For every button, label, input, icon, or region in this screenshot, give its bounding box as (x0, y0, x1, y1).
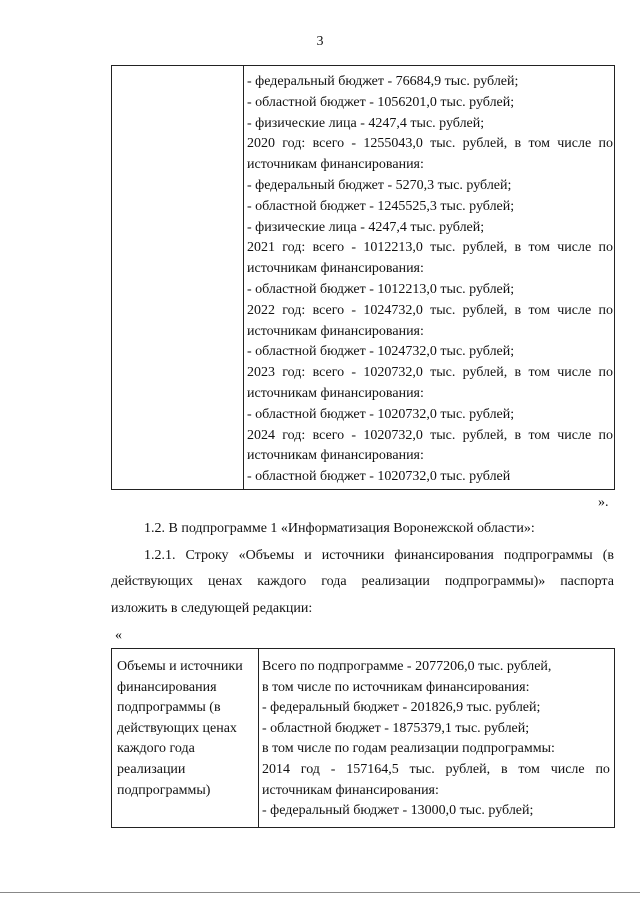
table-text-line-word: год: (282, 427, 306, 443)
table-text-line-word: всего (312, 365, 345, 381)
table-text-line-word: числе (550, 761, 585, 777)
paragraph-word: каждого (257, 574, 307, 589)
table-text-line-word: по (598, 302, 613, 318)
table-text-line: - областной бюджет - 1020732,0 тыс. рублей (247, 469, 511, 485)
table-text-line-word: том (528, 427, 550, 443)
table-text-line-word: всего (312, 240, 345, 256)
table-text-line-word: рублей, (462, 365, 508, 381)
table-right-cell (262, 657, 610, 822)
table-text-line: источникам финансирования: (247, 448, 424, 464)
table-text-line-word: тыс. (430, 136, 456, 152)
table-text-line-word: числе (557, 302, 592, 318)
table-text-line-word: 1020732,0 (363, 427, 423, 443)
paragraph-word: реализации (361, 574, 430, 589)
paragraph-word: финансирования (394, 548, 494, 563)
paragraph-word: 1.2.1. (144, 548, 176, 563)
paragraph-word: и (304, 548, 312, 563)
table-left-cell (112, 649, 259, 827)
table-text-line-word: рублей, (462, 240, 508, 256)
table-text-line-word: 2020 (247, 136, 275, 152)
table-text-line-word: по (598, 240, 613, 256)
paragraph-word: источники (321, 548, 385, 563)
table-text-line-word: по (598, 365, 613, 381)
table-label-line: Объемы и источники (117, 659, 243, 674)
table-text-line-word: 1255043,0 (363, 136, 423, 152)
table-text-line: источникам финансирования: (247, 385, 424, 401)
table-text-line: - физические лица - 4247,4 тыс. рублей; (247, 115, 485, 131)
table-text-line-word: - (330, 761, 336, 777)
table-text-line-word: рублей, (462, 302, 508, 318)
table-text-line-word: год: (282, 240, 306, 256)
table-text-line: - федеральный бюджет - 76684,9 тыс. рублей; (247, 74, 519, 89)
table-text-line-word: в (514, 136, 522, 152)
table-text-line-word: год: (282, 136, 306, 152)
table-text-line-word: в (514, 427, 522, 443)
paragraph-word: действующих (111, 574, 194, 589)
table-label-line: каждого года (117, 741, 195, 757)
table-text-line (262, 760, 610, 781)
paragraph-word: подпрограммы (503, 548, 593, 563)
table-right-cell (247, 72, 613, 488)
paragraph-word: года (321, 574, 347, 589)
table-text-line-word: 2021 (247, 240, 275, 256)
table-text-line-word: числе (557, 427, 592, 443)
paragraph-1-2-1-line1 (144, 546, 614, 566)
table-text-line-word: том (518, 761, 540, 777)
table-text-line: - федеральный бюджет - 5270,3 тыс. рублей; (247, 177, 512, 193)
table-text-line-word: том (528, 302, 550, 318)
table-text-line-word: - (351, 302, 357, 318)
table-text-line-word: 157164,5 (346, 761, 399, 777)
table-text-line-word: год: (282, 365, 306, 381)
table-text-line-word: тыс. (409, 761, 435, 777)
table-text-line-word: 2022 (247, 302, 275, 318)
opening-quote: « (115, 628, 122, 643)
table-text-line: - федеральный бюджет - 13000,0 тыс. рублей; (262, 803, 534, 819)
table-text-line-word: том (528, 136, 550, 152)
table-text-line-word: - (351, 427, 357, 443)
table-text-line-word: 2024 (247, 427, 275, 443)
table-text-line: - областной бюджет - 1024732,0 тыс. рублей; (247, 344, 515, 360)
table-text-line: источникам финансирования: (262, 782, 439, 798)
closing-quote: ». (598, 495, 609, 510)
table-text-line: Всего по подпрограмме - 2077206,0 тыс. рублей, (262, 659, 552, 674)
paragraph-word: подпрограммы)» (444, 574, 546, 589)
table-text-line: источникам финансирования: (247, 157, 424, 173)
table-text-line (247, 363, 613, 384)
subprogram-funding-table (111, 648, 615, 828)
table-label-line: подпрограммы) (117, 782, 211, 798)
table-text-line-word: числе (557, 240, 592, 256)
paragraph-1-2-1-line3: изложить в следующей редакции: (111, 601, 313, 616)
paragraph-word: (в (602, 548, 614, 563)
table-text-line-word: - (351, 240, 357, 256)
table-text-line-word: 1012213,0 (363, 240, 423, 256)
paragraph-1-2: 1.2. В подпрограмме 1 «Информатизация Воронежской области»: (144, 521, 535, 536)
table-text-line-word: в (514, 302, 522, 318)
table-text-line-word: в (500, 761, 508, 777)
funding-table-continued (111, 65, 615, 490)
paragraph-word: «Объемы (238, 548, 295, 563)
table-text-line-word: числе (557, 365, 592, 381)
table-label-line: действующих ценах (117, 720, 237, 736)
table-text-line: в том числе по источникам финансирования: (262, 679, 530, 695)
table-text-line-word: рублей, (462, 136, 508, 152)
bottom-rule (0, 892, 640, 893)
paragraph-word: Строку (185, 548, 229, 563)
table-label-line: реализации (117, 761, 186, 777)
table-text-line-word: в (514, 365, 522, 381)
table-text-line (247, 301, 613, 322)
table-text-line-word: рублей, (462, 427, 508, 443)
table-text-line-word: тыс. (430, 240, 456, 256)
table-text-line: - областной бюджет - 1020732,0 тыс. рублей; (247, 406, 515, 422)
table-text-line: источникам финансирования: (247, 261, 424, 277)
table-text-line (247, 426, 613, 447)
table-text-line: источникам финансирования: (247, 323, 424, 339)
table-label-line: подпрограммы (в (117, 700, 221, 716)
table-text-line-word: - (351, 365, 357, 381)
table-text-line-word: том (528, 365, 550, 381)
table-text-line-word: в (514, 240, 522, 256)
paragraph-word: ценах (207, 574, 243, 589)
table-text-line-word: 1020732,0 (363, 365, 423, 381)
table-text-line: - областной бюджет - 1056201,0 тыс. рублей; (247, 94, 515, 110)
table-left-cell-empty (112, 66, 244, 489)
table-text-line-word: всего (312, 302, 345, 318)
table-text-line-word: том (528, 240, 550, 256)
table-text-line-word: числе (557, 136, 592, 152)
table-text-line-word: по (598, 136, 613, 152)
table-text-line-word: - (351, 136, 357, 152)
table-text-line (247, 238, 613, 259)
table-text-line-word: тыс. (430, 302, 456, 318)
table-text-line-word: всего (312, 136, 345, 152)
table-text-line-word: год (300, 761, 320, 777)
table-text-line: - областной бюджет - 1245525,3 тыс. рублей; (247, 198, 515, 214)
table-text-line-word: 1024732,0 (363, 302, 423, 318)
table-text-line: - областной бюджет - 1875379,1 тыс. рублей; (262, 720, 530, 736)
table-text-line-word: тыс. (430, 427, 456, 443)
table-text-line-word: 2023 (247, 365, 275, 381)
table-text-line: - областной бюджет - 1012213,0 тыс. рублей; (247, 281, 515, 297)
table-text-line (247, 134, 613, 155)
table-text-line: - физические лица - 4247,4 тыс. рублей; (247, 219, 485, 235)
paragraph-word: паспорта (560, 574, 614, 589)
table-text-line-word: рублей, (445, 761, 491, 777)
table-text-line-word: 2014 (262, 761, 290, 777)
table-text-line-word: тыс. (430, 365, 456, 381)
table-label-line: финансирования (117, 679, 217, 695)
table-text-line: в том числе по годам реализации подпрограммы: (262, 741, 555, 757)
table-text-line-word: всего (312, 427, 345, 443)
table-text-line: - федеральный бюджет - 201826,9 тыс. рублей; (262, 700, 541, 716)
paragraph-1-2-1-line2 (111, 572, 614, 592)
page-number: 3 (316, 34, 324, 49)
table-text-line-word: по (598, 427, 613, 443)
table-text-line-word: по (595, 761, 610, 777)
table-text-line-word: год: (282, 302, 306, 318)
